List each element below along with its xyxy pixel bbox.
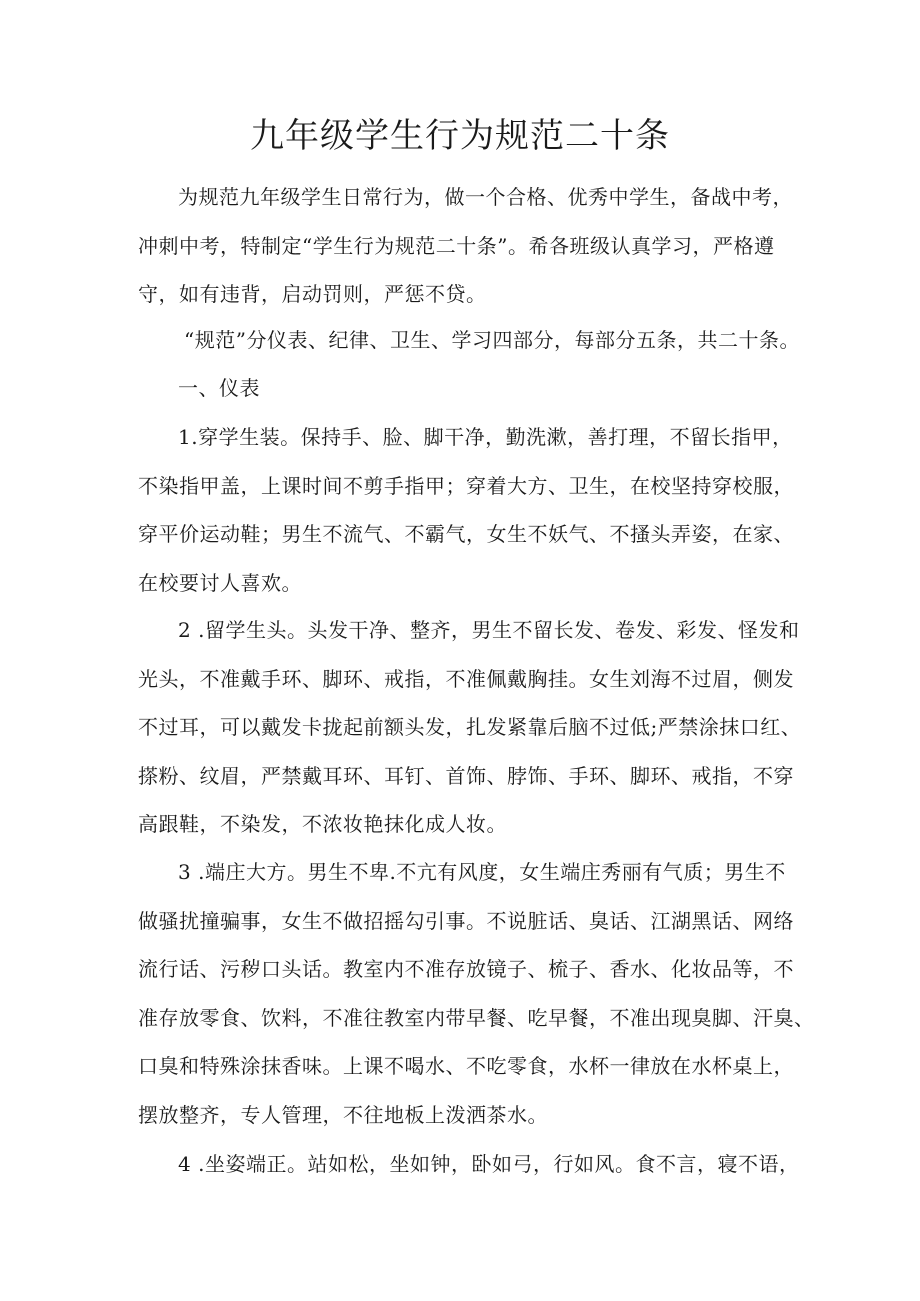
item-3-line-5: 口臭和特殊涂抹香味。上课不喝水、不吃零食，水杯一律放在水杯桌上， bbox=[138, 1054, 794, 1078]
intro-line-3: 守，如有违背，启动罚则，严惩不贷。 bbox=[138, 282, 487, 306]
item-3-line-6: 摆放整齐，专人管理，不往地板上泼洒茶水。 bbox=[138, 1102, 548, 1127]
item-4-line-1: 4 .坐姿端正。站如松，坐如钟，卧如弓，行如风。食不言，寝不语， bbox=[178, 1152, 800, 1176]
item-1-paragraph bbox=[138, 413, 794, 607]
intro-line-2: 冲刺中考，特制定“学生行为规范二十条”。希各班级认真学习，严格遵 bbox=[138, 233, 775, 258]
section-heading-appearance bbox=[138, 364, 788, 413]
item-2-line-3: 不过耳，可以戴发卡拢起前额头发，扎发紧靠后脑不过低;严禁涂抹口红、 bbox=[138, 715, 802, 739]
item-2-line-4: 搽粉、纹眉，严禁戴耳环、耳钉、首饰、脖饰、手环、脚环、戒指，不穿 bbox=[138, 763, 794, 788]
item-3-line-4: 准存放零食、饮料，不准往教室内带早餐、吃早餐，不准出现臭脚、汗臭、 bbox=[138, 1005, 815, 1030]
item-3-line-3: 流行话、污秽口头话。教室内不准存放镜子、梳子、香水、化妆品等，不 bbox=[138, 957, 794, 981]
intro-paragraph bbox=[138, 173, 793, 319]
intro-line-1: 为规范九年级学生日常行为，做一个合格、优秀中学生，备战中考， bbox=[178, 185, 793, 209]
item-2-line-2: 光头，不准戴手环、脚环、戒指，不准佩戴胸挂。女生刘海不过眉，侧发 bbox=[138, 666, 794, 691]
item-2-line-1: 2 .留学生头。头发干净、整齐，男生不留长发、卷发、彩发、怪发和 bbox=[178, 618, 800, 642]
item-3-paragraph bbox=[138, 848, 815, 1139]
item-2-line-5: 高跟鞋，不染发，不浓妆艳抹化成人妆。 bbox=[138, 812, 507, 836]
overview-line: “规范”分仪表、纪律、卫生、学习四部分，每部分五条，共二十条。 bbox=[184, 328, 800, 352]
item-3-line-1: 3 .端庄大方。男生不卑.不亢有风度，女生端庄秀丽有气质；男生不 bbox=[178, 860, 786, 884]
item-3-line-2: 做骚扰撞骗事，女生不做招摇勾引事。不说脏话、臭话、江湖黑话、网络 bbox=[138, 908, 794, 933]
item-2-paragraph bbox=[138, 606, 802, 849]
item-1-line-4: 在校要讨人喜欢。 bbox=[138, 570, 302, 595]
item-1-line-2: 不染指甲盖，上课时间不剪手指甲；穿着大方、卫生，在校坚持穿校服， bbox=[138, 473, 794, 498]
overview-paragraph bbox=[138, 316, 800, 365]
item-4-paragraph bbox=[138, 1140, 800, 1189]
item-1-line-3: 穿平价运动鞋；男生不流气、不霸气，女生不妖气、不搔头弄姿，在家、 bbox=[138, 522, 794, 546]
item-1-line-1: 1.穿学生装。保持手、脸、脚干净，勤洗漱，善打理，不留长指甲， bbox=[178, 425, 793, 449]
document-title: 九年级学生行为规范二十条 bbox=[250, 116, 670, 156]
section-heading-text: 一、仪表 bbox=[178, 376, 260, 400]
